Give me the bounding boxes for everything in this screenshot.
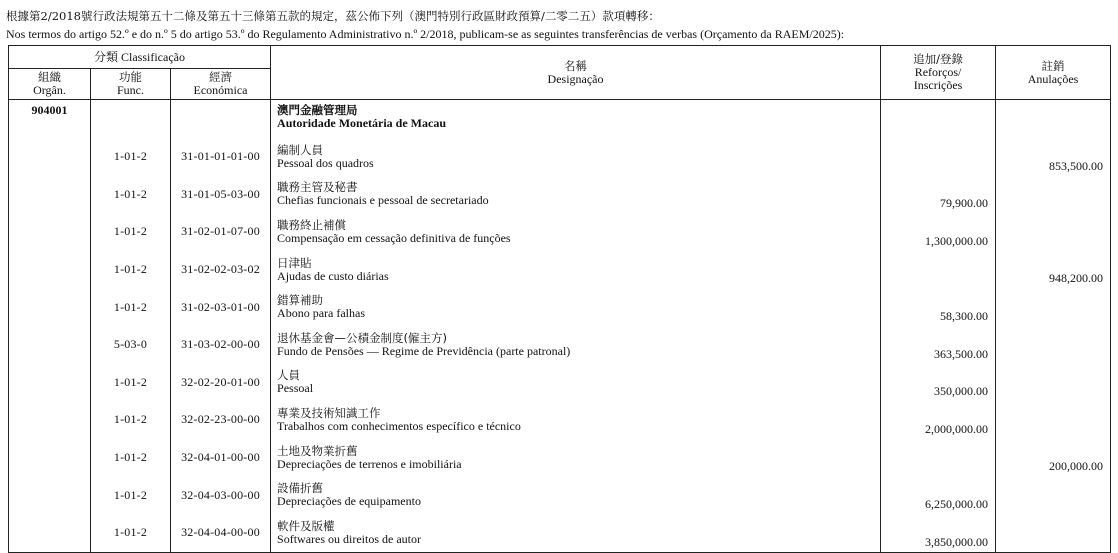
table-row: [9, 138, 1111, 176]
reinforcement-amount: 350,000.00: [881, 364, 996, 402]
designation-pt: Pessoal dos quadros: [277, 155, 374, 170]
annulments-header-zh: 註銷: [1041, 58, 1065, 73]
economic-code: 32-04-04-00-00: [171, 514, 271, 552]
reinforcement-amount: 1,300,000.00: [881, 213, 996, 251]
reinforcement-amount: 3,850,000.00: [881, 514, 996, 552]
designation-cell: [271, 364, 881, 402]
functional-code: 1-01-2: [91, 439, 171, 477]
entity-row: [9, 100, 1111, 139]
organic-cell: [9, 476, 91, 514]
annulments-header: [996, 46, 1111, 100]
economic-header-pt: Económica: [193, 83, 248, 97]
annulment-amount: [996, 476, 1111, 514]
table-row: [9, 251, 1111, 289]
organic-cell: [9, 213, 91, 251]
functional-code: 1-01-2: [91, 288, 171, 326]
designation-cell: [271, 476, 881, 514]
table-row: [9, 176, 1111, 214]
designation-cell: [271, 251, 881, 289]
intro-text-chinese: 根據第2/2018號行政法規第五十二條及第五十三條第五款的規定，茲公佈下列（澳門特別行政區財政預算/二零二五）款項轉移：: [6, 9, 660, 23]
reinforcement-amount: [881, 138, 996, 176]
annulment-amount: [996, 213, 1111, 251]
reinforcement-amount: [881, 439, 996, 477]
economic-code: 32-04-01-00-00: [171, 439, 271, 477]
designation-zh: 設備折舊: [277, 481, 324, 496]
transfers-table: [8, 45, 1111, 553]
designation-pt: Abono para falhas: [277, 306, 365, 321]
designation-zh: 編制人員: [277, 142, 324, 157]
economic-code: 31-03-02-00-00: [171, 326, 271, 364]
designation-zh: 土地及物業折舊: [277, 443, 358, 458]
designation-pt: Depreciações de terrenos e imobiliária: [277, 456, 462, 471]
designation-zh: 人員: [277, 368, 301, 383]
functional-code: 1-01-2: [91, 364, 171, 402]
designation-pt: Trabalhos com conhecimentos específico e técnico: [277, 418, 521, 433]
organic-cell: [9, 326, 91, 364]
intro-text-portuguese: Nos termos do artigo 52.º e do n.º 5 do artigo 53.º do Regulamento Administrativo n.º 2/2018, publicam-se as seguintes transferências de verbas (Orçamento da RAEM/2025):: [6, 27, 845, 41]
reinforcements-header-pt1: Reforços/: [914, 65, 962, 79]
designation-pt: Fundo de Pensões — Regime de Previdência (parte patronal): [277, 343, 571, 358]
table-row: [9, 326, 1111, 364]
designation-cell: [271, 288, 881, 326]
designation-zh: 日津貼: [277, 255, 312, 270]
economic-code: 32-02-23-00-00: [171, 401, 271, 439]
functional-code: 1-01-2: [91, 401, 171, 439]
designation-zh: 專業及技術知識工作: [277, 405, 381, 420]
table-header: [9, 46, 1111, 100]
designation-cell: [271, 401, 881, 439]
economic-code: 31-01-01-01-00: [171, 138, 271, 176]
table-row: [9, 288, 1111, 326]
designation-cell: [271, 514, 881, 552]
entity-name: [271, 100, 881, 139]
organic-cell: [9, 288, 91, 326]
functional-code: 1-01-2: [91, 476, 171, 514]
economic-code: 31-02-01-07-00: [171, 213, 271, 251]
functional-code: 1-01-2: [91, 176, 171, 214]
economic-header: [171, 69, 271, 100]
designation-header: [271, 46, 881, 100]
table-row: [9, 213, 1111, 251]
entity-code: 904001: [9, 100, 91, 139]
designation-zh: 錯算補助: [277, 293, 324, 308]
empty-cell: [996, 100, 1111, 139]
table-row: [9, 514, 1111, 552]
designation-zh: 退休基金會—公積金制度(僱主方): [277, 330, 448, 345]
table-row: [9, 476, 1111, 514]
designation-pt: Pessoal: [277, 381, 314, 396]
economic-code: 31-02-02-03-02: [171, 251, 271, 289]
designation-cell: [271, 213, 881, 251]
organic-cell: [9, 176, 91, 214]
empty-cell: [881, 100, 996, 139]
reinforcement-amount: 58,300.00: [881, 288, 996, 326]
functional-header-zh: 功能: [119, 70, 142, 84]
organic-cell: [9, 401, 91, 439]
organic-cell: [9, 364, 91, 402]
table-row: [9, 401, 1111, 439]
designation-cell: [271, 326, 881, 364]
economic-code: 32-02-20-01-00: [171, 364, 271, 402]
annulment-amount: 200,000.00: [996, 439, 1111, 477]
organic-header: [9, 69, 91, 100]
functional-code: 1-01-2: [91, 514, 171, 552]
designation-zh: 職務終止補償: [277, 217, 347, 232]
designation-pt: Depreciações de equipamento: [277, 494, 421, 509]
reinforcement-amount: 2,000,000.00: [881, 401, 996, 439]
economic-code: 32-04-03-00-00: [171, 476, 271, 514]
entity-name-pt: Autoridade Monetária de Macau: [277, 116, 447, 130]
designation-zh: 職務主管及秘書: [277, 180, 358, 195]
table-row: [9, 364, 1111, 402]
classification-header: 分類 Classificação: [9, 46, 271, 69]
functional-code: 5-03-0: [91, 326, 171, 364]
table-row: [9, 439, 1111, 477]
table-body: [9, 100, 1111, 553]
functional-header: [91, 69, 171, 100]
designation-pt: Softwares ou direitos de autor: [277, 531, 421, 546]
organic-cell: [9, 251, 91, 289]
reinforcement-amount: 363,500.00: [881, 326, 996, 364]
reinforcements-header-pt2: Inscrições: [913, 78, 963, 92]
empty-cell: [91, 100, 171, 139]
designation-pt: Compensação em cessação definitiva de funções: [277, 230, 511, 245]
entity-name-zh: 澳門金融管理局: [277, 103, 358, 117]
annulment-amount: 853,500.00: [996, 138, 1111, 176]
designation-header-pt: Designação: [547, 71, 604, 86]
designation-cell: [271, 176, 881, 214]
organic-header-pt: Orgân.: [33, 83, 66, 97]
designation-header-zh: 名稱: [564, 58, 588, 73]
annulment-amount: [996, 401, 1111, 439]
functional-code: 1-01-2: [91, 138, 171, 176]
annulment-amount: 948,200.00: [996, 251, 1111, 289]
functional-code: 1-01-2: [91, 213, 171, 251]
annulment-amount: [996, 176, 1111, 214]
annulment-amount: [996, 364, 1111, 402]
annulment-amount: [996, 288, 1111, 326]
functional-code: 1-01-2: [91, 251, 171, 289]
economic-code: 31-01-05-03-00: [171, 176, 271, 214]
empty-cell: [171, 100, 271, 139]
functional-header-pt: Func.: [117, 83, 144, 97]
reinforcement-amount: 6,250,000.00: [881, 476, 996, 514]
organic-cell: [9, 439, 91, 477]
organic-cell: [9, 138, 91, 176]
designation-pt: Ajudas de custo diárias: [277, 268, 389, 283]
economic-code: 31-02-03-01-00: [171, 288, 271, 326]
organic-cell: [9, 514, 91, 552]
annulment-amount: [996, 326, 1111, 364]
economic-header-zh: 經濟: [209, 70, 233, 84]
annulments-header-pt: Anulações: [1027, 71, 1079, 86]
organic-header-zh: 組織: [38, 70, 61, 84]
reinforcement-amount: [881, 251, 996, 289]
designation-pt: Chefias funcionais e pessoal de secretariado: [277, 193, 489, 208]
reinforcements-header-zh: 追加/登錄: [913, 52, 963, 66]
designation-cell: [271, 439, 881, 477]
reinforcement-amount: 79,900.00: [881, 176, 996, 214]
annulment-amount: [996, 514, 1111, 552]
designation-cell: [271, 138, 881, 176]
reinforcements-header: [881, 46, 996, 100]
designation-zh: 軟件及版權: [277, 518, 335, 533]
